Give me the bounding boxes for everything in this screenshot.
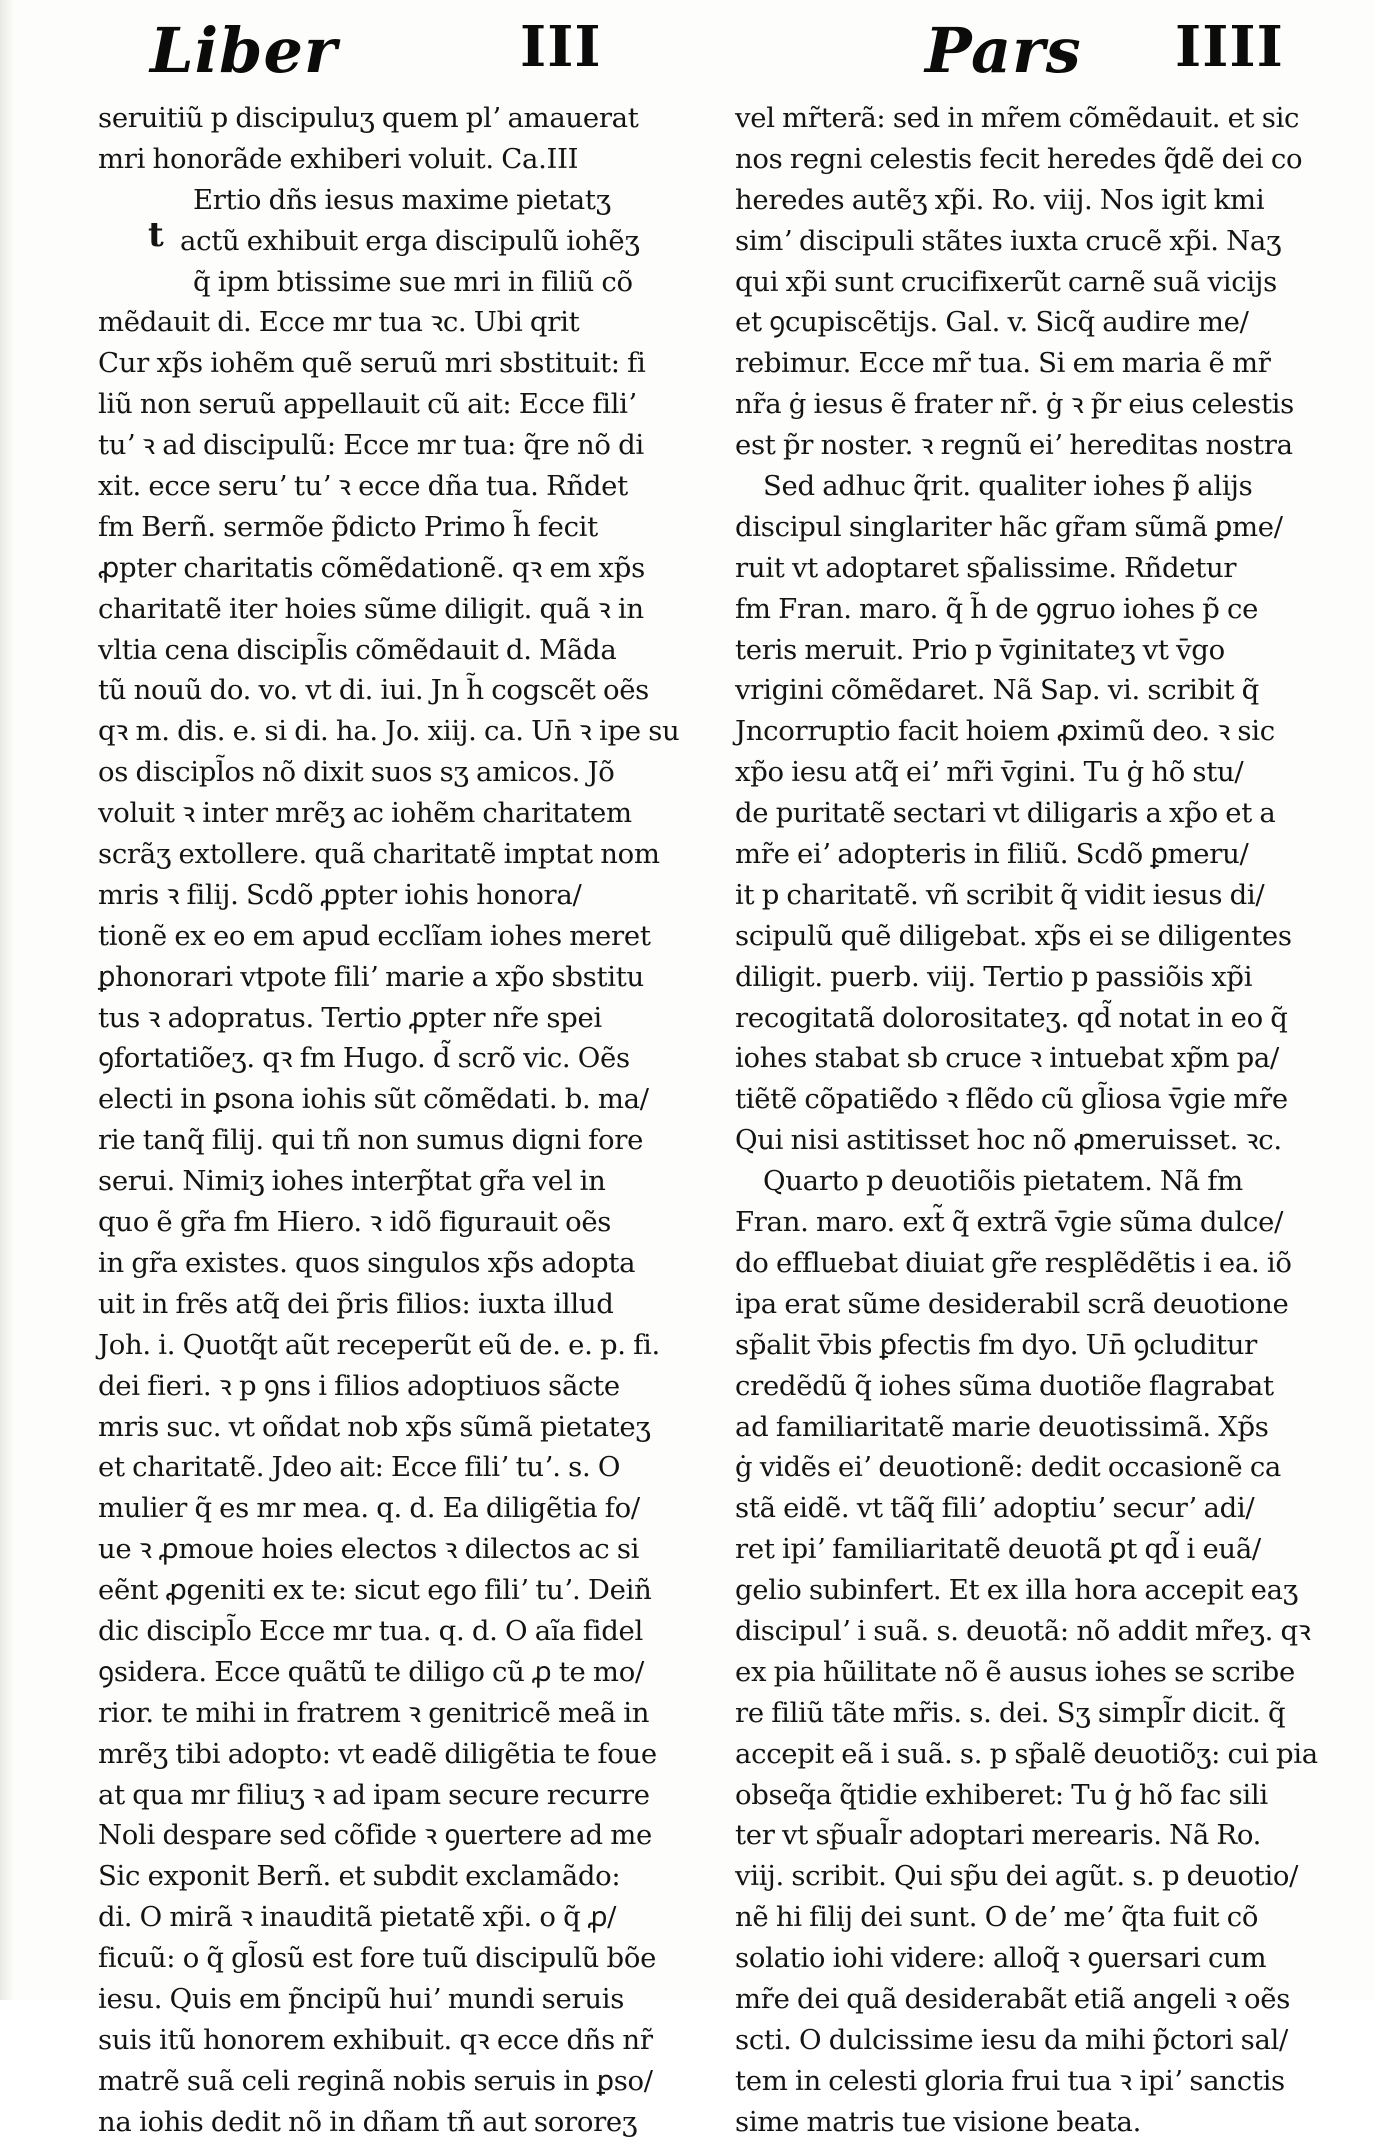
text-line: xp̃o iesu atq̃ eiʼ mr̃i v̄gini. Tu ġ hõ stu/ xyxy=(735,756,1244,789)
text-line: Quarto p deuotiõis pietatem. Nã fm xyxy=(763,1165,1243,1198)
text-line: nr̃a ġ iesus ẽ frater nr̃. ġ ꝛ p̃r eius celestis xyxy=(735,388,1294,421)
text-line: q̃ ipm btissime sue mri in filiũ cõ xyxy=(193,265,633,298)
text-line: recogitatã dolorositateʒ. qd̃ notat in eo q̃ xyxy=(735,1001,1288,1034)
header-pars: Pars xyxy=(925,14,1082,87)
text-line: gelio subinfert. Et ex illa hora accepit eaʒ xyxy=(735,1574,1298,1607)
text-line: ꝓpter charitatis cõmẽdationẽ. qꝛ em xp̃s xyxy=(98,551,645,584)
text-line: in gr̃a existes. quos singulos xp̃s adopta xyxy=(98,1246,636,1279)
text-line: obseq̃a q̃tidie exhiberet: Tu ġ hõ fac sili xyxy=(735,1778,1268,1811)
text-line: scti. O dulcissime iesu da mihi p̃ctori sal/ xyxy=(735,2023,1289,2056)
text-line: na iohis dedit nõ in dñam tñ aut sororeʒ xyxy=(98,2105,638,2138)
text-line: tuʼ ꝛ ad discipulũ: Ecce mr tua: q̃re nõ di xyxy=(98,429,644,462)
text-line: scrãʒ extollere. quã charitatẽ imptat nom xyxy=(98,838,660,871)
text-line: Cur xp̃s iohẽm quẽ seruũ mri sbstituit: fi xyxy=(98,347,646,380)
text-line: vltia cena discipl̃is cõmẽdauit d. Mãda xyxy=(98,633,617,666)
text-line: xit. ecce seruʼ tuʼ ꝛ ecce dña tua. Rñdet xyxy=(98,470,628,503)
text-line: mr̃e dei quã desiderabãt etiã angeli ꝛ oẽs xyxy=(735,1982,1291,2015)
text-line: teris meruit. Prio p v̄ginitateʒ vt v̄go xyxy=(735,633,1225,666)
text-line: ex pia hũilitate nõ ẽ ausus iohes se scribe xyxy=(735,1655,1295,1688)
text-line: charitatẽ iter hoies sũme diligit. quã ꝛ in xyxy=(98,592,644,625)
text-line: tiẽtẽ cõpatiẽdo ꝛ flẽdo cũ gl̃iosa v̄gie mr̃e xyxy=(735,1083,1288,1116)
text-line: actũ exhibuit erga discipulũ iohẽʒ xyxy=(180,224,640,257)
text-line: fm Fran. maro. q̃ h̃ de ꝯgruo iohes p̃ ce xyxy=(735,592,1259,625)
text-line: Joh. i. Quotq̃t aũt receperũt eũ de. e. p. fi. xyxy=(98,1328,660,1361)
text-line: est p̃r noster. ꝛ regnũ eiʼ hereditas nostra xyxy=(735,429,1293,462)
text-line: voluit ꝛ inter mrẽʒ ac iohẽm charitatem xyxy=(98,797,632,830)
header-liber-number: III xyxy=(520,14,602,80)
text-line: discipul singlariter hãc gr̃am sũmã ꝑme/ xyxy=(735,510,1283,543)
text-line: Noli despare sed cõfide ꝛ ꝯuertere ad me xyxy=(98,1819,653,1852)
text-line: ter vt sp̃ual̃r adoptari merearis. Nã Ro. xyxy=(735,1819,1262,1852)
text-line: et ꝯcupiscẽtijs. Gal. v. Sicq̃ audire me/ xyxy=(735,306,1249,339)
text-line: scipulũ quẽ diligebat. xp̃s ei se diligentes xyxy=(735,919,1292,952)
text-line: ad familiaritatẽ marie deuotissimã. Xp̃s xyxy=(735,1410,1269,1443)
text-line: mri honorãde exhiberi voluit. Ca.III xyxy=(98,142,579,175)
text-line: mulier q̃ es mr mea. q. d. Ea diligẽtia fo/ xyxy=(98,1492,640,1525)
text-line: Sic exponit Berñ. et subdit exclamãdo: xyxy=(98,1860,621,1893)
text-line: credẽdũ q̃ iohes sũma duotiõe flagrabat xyxy=(735,1369,1274,1402)
header-pars-number: IIII xyxy=(1175,14,1284,80)
text-line: ġ vidẽs eiʼ deuotionẽ: dedit occasionẽ ca xyxy=(735,1451,1282,1484)
text-line: Jncorruptio facit hoiem ꝓximũ deo. ꝛ sic xyxy=(735,715,1275,748)
text-line: mrẽʒ tibi adopto: vt eadẽ diligẽtia te foue xyxy=(98,1737,657,1770)
text-line: ꝯfortatiõeʒ. qꝛ fm Hugo. d̃ scrõ vic. Oẽs xyxy=(98,1042,630,1075)
text-line: Qui nisi astitisset hoc nõ ꝓmeruisset. ꝛc. xyxy=(735,1124,1282,1157)
text-line: uit in frẽs atq̃ dei p̃ris filios: iuxta illud xyxy=(98,1287,614,1320)
text-line: heredes autẽʒ xp̃i. Ro. viij. Nos igit kmi xyxy=(735,183,1265,216)
text-line: mẽdauit di. Ecce mr tua ꝛc. Ubi qrit xyxy=(98,306,580,339)
text-line: quo ẽ gr̃a fm Hiero. ꝛ idõ figurauit oẽs xyxy=(98,1206,612,1239)
text-line: Ertio dñs iesus maxime pietatʒ xyxy=(193,183,611,216)
text-line: di. O mirã ꝛ inauditã pietatẽ xp̃i. o q̃ ꝓ/ xyxy=(98,1901,617,1934)
header-liber: Liber xyxy=(150,14,338,87)
text-line: seruitiũ p discipuluʒ quem plʼ amauerat xyxy=(98,102,639,134)
text-line: mris ꝛ filij. Scdõ ꝓpter iohis honora/ xyxy=(98,878,582,911)
text-line: qꝛ m. dis. e. si di. ha. Jo. xiij. ca. Un̄ ꝛ ipe su xyxy=(98,715,680,748)
running-head xyxy=(0,14,1375,94)
text-line: ruit vt adoptaret sp̃alissime. Rñdetur xyxy=(735,551,1237,584)
text-line: vrigini cõmẽdaret. Nã Sap. vi. scribit q̃ xyxy=(735,674,1259,707)
left-text-column xyxy=(98,98,698,2138)
text-line: Fran. maro. ext̃ q̃ extrã v̄gie sũma dulce/ xyxy=(735,1206,1284,1239)
text-line: matrẽ suã celi reginã nobis seruis in ꝑso/ xyxy=(98,2064,653,2097)
initial-guide-letter: t xyxy=(148,215,164,255)
right-text-column xyxy=(735,98,1325,2138)
text-line: sp̃alit v̄bis ꝑfectis fm dyo. Un̄ ꝯcluditur xyxy=(735,1328,1257,1361)
text-line: vel mr̃terã: sed in mr̃em cõmẽdauit. et sic xyxy=(735,102,1300,134)
text-line: fm Berñ. sermõe p̃dicto Primo h̃ fecit xyxy=(98,510,598,543)
text-line: Sed adhuc q̃rit. qualiter iohes p̃ alijs xyxy=(763,470,1253,503)
text-line: dei fieri. ꝛ p ꝯns i filios adoptiuos sãcte xyxy=(98,1369,620,1402)
text-line: tionẽ ex eo em apud ecclĩam iohes meret xyxy=(98,919,651,952)
text-line: et charitatẽ. Jdeo ait: Ecce filiʼ tuʼ. s. O xyxy=(98,1451,621,1484)
text-line: dic discipl̃o Ecce mr tua. q. d. O aĩa fidel xyxy=(98,1614,643,1647)
text-line: suis itũ honorem exhibuit. qꝛ ecce dñs nr̃ xyxy=(98,2023,653,2056)
text-line: os discipl̃os nõ dixit suos sʒ amicos. Jõ xyxy=(98,756,615,789)
text-line: iohes stabat sb cruce ꝛ intuebat xp̃m pa/ xyxy=(735,1042,1279,1075)
text-line: sime matris tue visione beata. xyxy=(735,2105,1142,2138)
text-line: tus ꝛ adopratus. Tertio ꝓpter nr̃e spei xyxy=(98,1001,602,1034)
text-line: re filiũ tãte mr̃is. s. dei. Sʒ simpl̃r dicit. q̃ xyxy=(735,1696,1286,1729)
text-line: electi in ꝑsona iohis sũt cõmẽdati. b. ma/ xyxy=(98,1083,649,1116)
text-line: mr̃e eiʼ adopteris in filiũ. Scdõ ꝑmeru/ xyxy=(735,838,1249,871)
text-line: ret ipiʼ familiaritatẽ deuotã ꝑt qd̃ i euã/ xyxy=(735,1533,1261,1566)
text-line: accepit eã i suã. s. p sp̃alẽ deuotiõʒ: cui pia xyxy=(735,1737,1318,1770)
text-line: ꝑhonorari vtpote filiʼ marie a xp̃o sbstitu xyxy=(98,960,644,993)
text-line: ipa erat sũme desiderabil scrã deuotione xyxy=(735,1287,1289,1320)
text-line: liũ non seruũ appellauit cũ ait: Ecce filiʼ xyxy=(98,388,637,421)
text-line: serui. Nimiʒ iohes interp̃tat gr̃a vel in xyxy=(98,1165,606,1198)
text-line: solatio iohi videre: alloq̃ ꝛ ꝯuersari cum xyxy=(735,1942,1267,1975)
text-line: rebimur. Ecce mr̃ tua. Si em maria ẽ mr̃ xyxy=(735,347,1271,380)
text-line: discipulʼ i suã. s. deuotã: nõ addit mr̃eʒ. qꝛ xyxy=(735,1614,1311,1647)
text-line: de puritatẽ sectari vt diligaris a xp̃o et a xyxy=(735,797,1276,830)
text-line: viij. scribit. Qui sp̃u dei agũt. s. p deuotio/ xyxy=(735,1860,1299,1893)
text-line: mris suc. vt oñdat nob xp̃s sũmã pietateʒ xyxy=(98,1410,651,1443)
text-line: tũ nouũ do. vo. vt di. iui. Jn h̃ cogscẽt oẽs xyxy=(98,674,649,707)
text-line: stã eidẽ. vt tãq̃ filiʼ adoptiuʼ securʼ adi/ xyxy=(735,1492,1255,1525)
text-line: ue ꝛ ꝓmoue hoies electos ꝛ dilectos ac si xyxy=(98,1533,640,1566)
text-line: nos regni celestis fecit heredes q̃dẽ dei co xyxy=(735,142,1303,175)
text-line: it p charitatẽ. vñ scribit q̃ vidit iesus di/ xyxy=(735,878,1265,911)
text-line: tem in celesti gloria frui tua ꝛ ipiʼ sanctis xyxy=(735,2064,1285,2097)
text-line: rior. te mihi in fratrem ꝛ genitricẽ meã in xyxy=(98,1696,650,1729)
text-line: do effluebat diuiat gr̃e resplẽdẽtis i ea. iõ xyxy=(735,1246,1292,1279)
text-line: rie tanq̃ filij. qui tñ non sumus digni fore xyxy=(98,1124,644,1157)
text-line: qui xp̃i sunt crucifixerũt carnẽ suã vicijs xyxy=(735,265,1277,298)
text-line: diligit. puerb. viij. Tertio p passiõis xp̃i xyxy=(735,960,1253,993)
text-line: iesu. Quis em p̃ncipũ huiʼ mundi seruis xyxy=(98,1982,625,2015)
scan-edge xyxy=(0,0,14,2000)
text-line: nẽ hi filij dei sunt. O deʼ meʼ q̃ta fuit cõ xyxy=(735,1901,1259,1934)
text-line: eẽnt ꝓgeniti ex te: sicut ego filiʼ tuʼ. Deiñ xyxy=(98,1574,652,1607)
text-line: simʼ discipuli stãtes iuxta crucẽ xp̃i. Naʒ xyxy=(735,224,1282,257)
text-line: ꝯsidera. Ecce quãtũ te diligo cũ ꝓ te mo/ xyxy=(98,1655,644,1688)
text-line: ficuũ: o q̃ gl̃osũ est fore tuũ discipulũ bõe xyxy=(98,1942,657,1975)
text-line: at qua mr filiuʒ ꝛ ad ipam secure recurre xyxy=(98,1778,650,1811)
